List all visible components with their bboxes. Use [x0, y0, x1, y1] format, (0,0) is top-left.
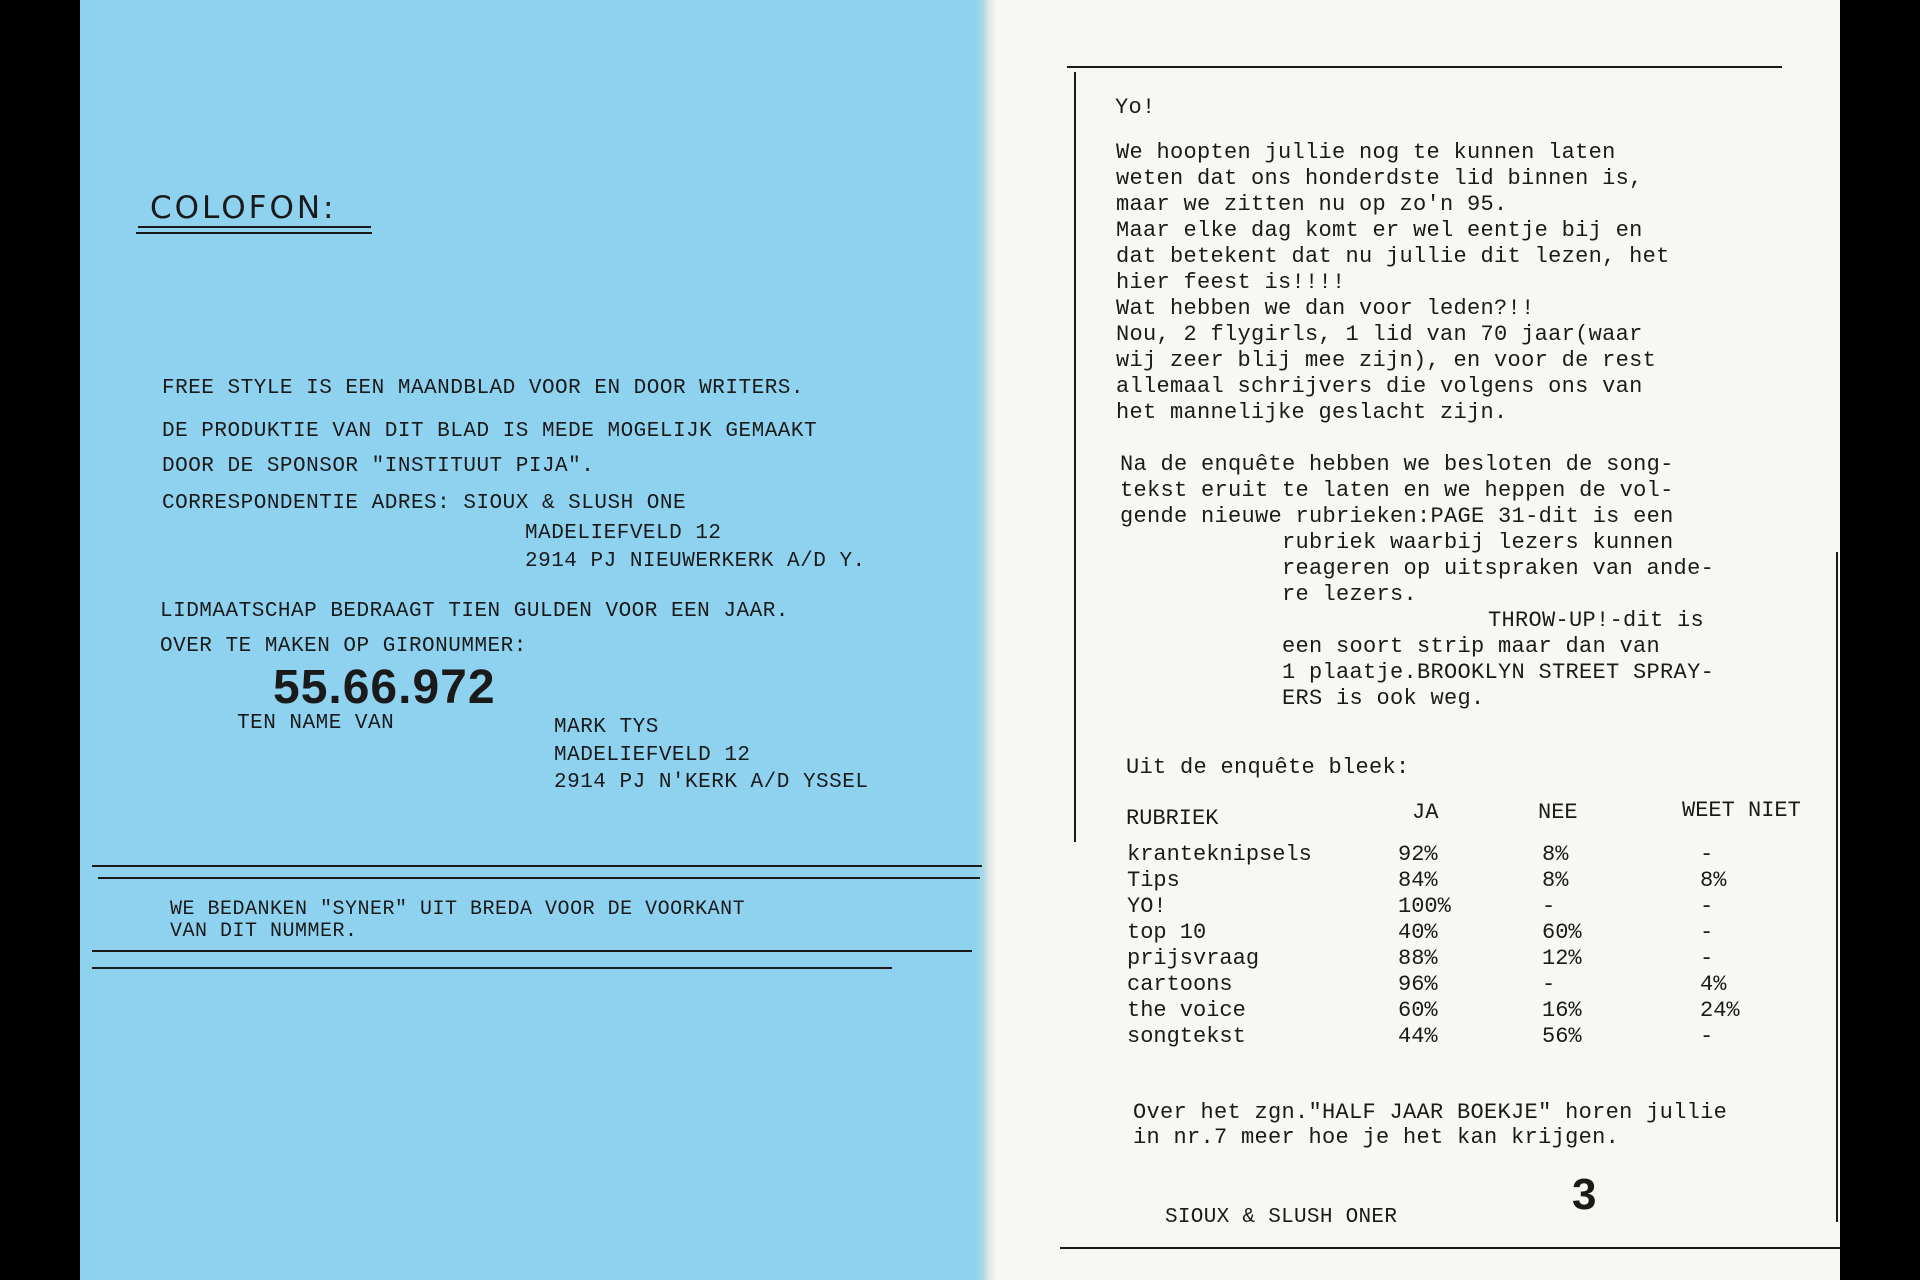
table-cell: 24% — [1700, 998, 1740, 1023]
table-cell: 16% — [1542, 998, 1582, 1023]
table-row-label: cartoons — [1127, 972, 1233, 997]
table-cell: 12% — [1542, 946, 1582, 971]
table-cell: - — [1700, 842, 1714, 867]
paragraph-line: een soort strip maar dan van — [1282, 634, 1661, 659]
table-cell: 100% — [1398, 894, 1451, 919]
box-border — [1074, 72, 1076, 842]
table-header: RUBRIEK — [1126, 806, 1219, 831]
table-header: JA — [1412, 800, 1439, 825]
paragraph-line: Maar elke dag komt er wel eentje bij en — [1116, 218, 1643, 243]
paragraph-line: tekst eruit te laten en we heppen de vol- — [1120, 478, 1674, 503]
paragraph-line: wij zeer blij mee zijn), en voor de rest — [1116, 348, 1657, 373]
table-cell: 60% — [1542, 920, 1582, 945]
table-row-label: top 10 — [1127, 920, 1207, 945]
table-cell: 60% — [1398, 998, 1438, 1023]
paragraph-line: maar we zitten nu op zo'n 95. — [1116, 192, 1508, 217]
table-cell: - — [1700, 946, 1714, 971]
signature: SIOUX & SLUSH ONER — [1165, 1206, 1398, 1229]
paragraph-line: ERS is ook weg. — [1282, 686, 1485, 711]
colofon-line: DOOR DE SPONSOR "INSTITUUT PIJA". — [162, 455, 595, 478]
colofon-title: COLOFON: — [150, 190, 337, 226]
table-row-label: songtekst — [1127, 1024, 1246, 1049]
paragraph-line: gende nieuwe rubrieken:PAGE 31-dit is een — [1120, 504, 1674, 529]
page-number: 3 — [1572, 1170, 1597, 1219]
box-border — [1836, 552, 1838, 1222]
paragraph-line: rubriek waarbij lezers kunnen — [1282, 530, 1674, 555]
table-cell: 84% — [1398, 868, 1438, 893]
table-cell: 96% — [1398, 972, 1438, 997]
table-header: NEE — [1538, 800, 1578, 825]
table-cell: - — [1542, 894, 1556, 919]
name-line: MADELIEFVELD 12 — [554, 744, 751, 767]
name-line: 2914 PJ N'KERK A/D YSSEL — [554, 771, 869, 794]
thanks-line: VAN DIT NUMMER. — [170, 920, 358, 943]
colofon-line: CORRESPONDENTIE ADRES: SIOUX & SLUSH ONE — [162, 492, 687, 515]
table-cell: 8% — [1542, 842, 1569, 867]
colofon-line: FREE STYLE IS EEN MAANDBLAD VOOR EN DOOR WRITERS. — [162, 377, 805, 400]
colofon-line: MADELIEFVELD 12 — [525, 522, 722, 545]
paragraph-line: allemaal schrijvers die volgens ons van — [1116, 374, 1643, 399]
divider-line — [98, 877, 980, 879]
table-cell: 92% — [1398, 842, 1438, 867]
paragraph-line: reageren op uitspraken van ande- — [1282, 556, 1715, 581]
divider-line — [92, 865, 982, 867]
paragraph-line: re lezers. — [1282, 582, 1418, 607]
thanks-line: WE BEDANKEN "SYNER" UIT BREDA VOOR DE VOORKANT — [170, 898, 746, 921]
paragraph-line: weten dat ons honderdste lid binnen is, — [1116, 166, 1643, 191]
paragraph-line: THROW-UP!-dit is — [1488, 608, 1705, 633]
title-underline — [136, 232, 372, 234]
name-line: MARK TYS — [554, 716, 659, 739]
table-cell: 4% — [1700, 972, 1727, 997]
greeting: Yo! — [1115, 95, 1156, 120]
table-cell: 88% — [1398, 946, 1438, 971]
table-header: WEET NIET — [1682, 798, 1801, 823]
table-cell: 56% — [1542, 1024, 1582, 1049]
closing-line: Over het zgn."HALF JAAR BOEKJE" horen jullie — [1133, 1100, 1728, 1125]
table-cell: - — [1700, 894, 1714, 919]
colofon-line: OVER TE MAKEN OP GIRONUMMER: — [160, 635, 527, 658]
colofon-line: DE PRODUKTIE VAN DIT BLAD IS MEDE MOGELIJK GEMAAKT — [162, 420, 818, 443]
closing-line: in nr.7 meer hoe je het kan krijgen. — [1133, 1125, 1620, 1150]
paragraph-line: 1 plaatje.BROOKLYN STREET SPRAY- — [1282, 660, 1715, 685]
table-cell: - — [1700, 920, 1714, 945]
table-cell: 44% — [1398, 1024, 1438, 1049]
table-cell: 40% — [1398, 920, 1438, 945]
paragraph-line: We hoopten jullie nog te kunnen laten — [1116, 140, 1616, 165]
paragraph-line: Wat hebben we dan voor leden?!! — [1116, 296, 1535, 321]
box-border — [1067, 66, 1782, 68]
paragraph-line: het mannelijke geslacht zijn. — [1116, 400, 1508, 425]
paragraph-line: Nou, 2 flygirls, 1 lid van 70 jaar(waar — [1116, 322, 1643, 347]
table-row-label: prijsvraag — [1127, 946, 1260, 971]
table-cell: - — [1542, 972, 1556, 997]
divider-line — [92, 967, 892, 969]
table-row-label: kranteknipsels — [1127, 842, 1312, 867]
colofon-line: LIDMAATSCHAP BEDRAAGT TIEN GULDEN VOOR EEN JAAR. — [160, 600, 789, 623]
paragraph-line: dat betekent dat nu jullie dit lezen, het — [1116, 244, 1670, 269]
ten-name-van: TEN NAME VAN — [237, 712, 395, 735]
giro-number: 55.66.972 — [273, 661, 496, 714]
table-row-label: the voice — [1127, 998, 1246, 1023]
spine — [975, 0, 997, 1280]
table-cell: - — [1700, 1024, 1714, 1049]
box-border — [1060, 1247, 1840, 1249]
paragraph-line: Na de enquête hebben we besloten de song- — [1120, 452, 1674, 477]
colofon-line: 2914 PJ NIEUWERKERK A/D Y. — [525, 550, 866, 573]
table-row-label: Tips — [1127, 868, 1180, 893]
table-row-label: YO! — [1127, 894, 1167, 919]
table-cell: 8% — [1542, 868, 1569, 893]
table-cell: 8% — [1700, 868, 1727, 893]
divider-line — [92, 950, 972, 952]
paragraph-line: hier feest is!!!! — [1116, 270, 1346, 295]
title-underline — [138, 226, 371, 228]
survey-intro: Uit de enquête bleek: — [1126, 755, 1410, 780]
